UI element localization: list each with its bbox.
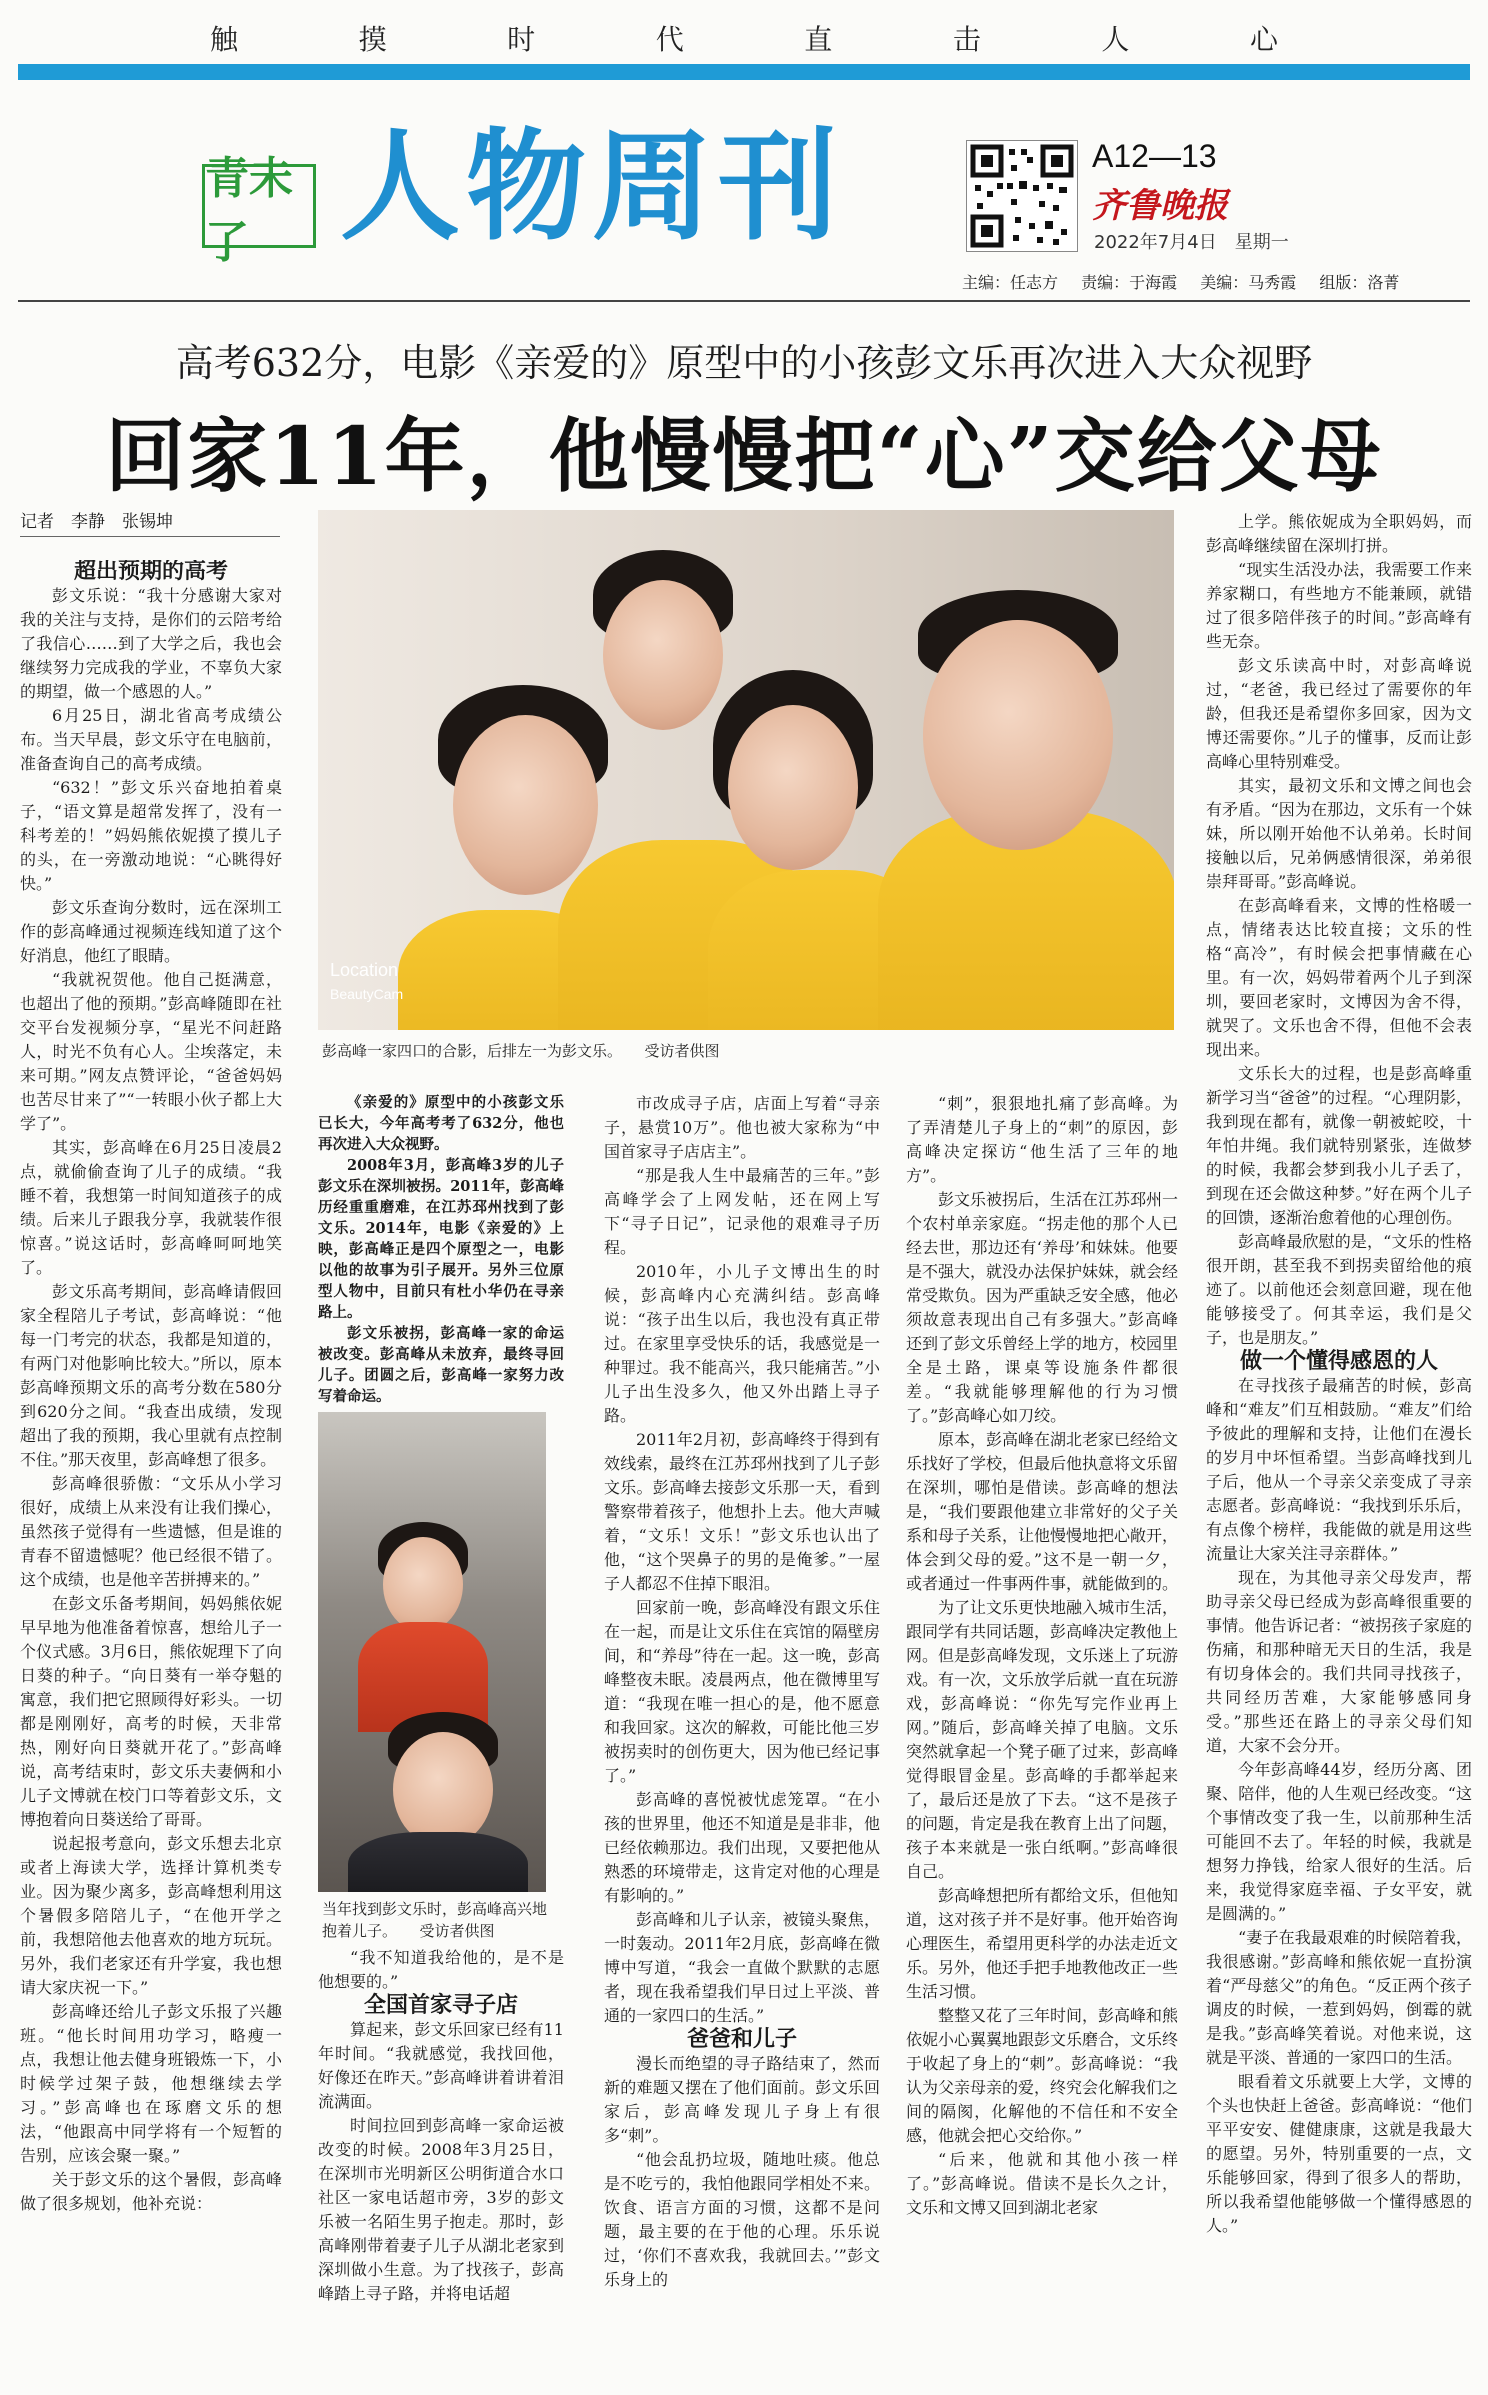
article-column-2 (318, 1946, 564, 2386)
paragraph: 6月25日，湖北省高考成绩公布。当天早晨，彭文乐守在电脑前，准备查询自己的高考成绩。 (20, 706, 282, 773)
paragraph: 为了让文乐更快地融入城市生活，跟同学有共同话题，彭高峰决定教他上网。但是彭高峰发现，文乐迷上了玩游戏。有一次，文乐放学后就一直在玩游戏，彭高峰说：“你先写完作业再上网。”随后，彭高峰关掉了电脑。文乐突然就拿起一个凳子砸了过来，彭高峰觉得眼冒金星。彭高峰的手都举起来了，最后还是放了下去。“这不是孩子的问题，肯定是我在教育上出了问题，孩子本来就是一张白纸啊。”彭高峰很自己。 (906, 1598, 1178, 1881)
paragraph: “那是我人生中最痛苦的三年。”彭高峰学会了上网发帖，还在网上写下“寻子日记”，记录他的艰难寻子历程。 (604, 1166, 880, 1257)
issue-date: 2022年7月4日 星期一 (1094, 232, 1289, 253)
camera-watermark: BeautyCam (330, 986, 404, 1002)
paragraph: 说起报考意向，彭文乐想去北京或者上海读大学，选择计算机类专业。因为聚少离多，彭高峰想利用这个暑假多陪陪儿子，“在他开学之前，我想陪他去他喜欢的地方玩玩。另外，我们老家还有升学宴，我也想请大家庆祝一下。” (20, 1834, 282, 1997)
paragraph: 原本，彭高峰在湖北老家已经给文乐找好了学校，但最后他执意将文乐留在深圳，哪怕是借读。彭高峰的想法是，“我们要跟他建立非常好的父子关系和母子关系，让他慢慢地把心敞开，体会到父母的爱。”这不是一朝一夕，或者通过一件事两件事，就能做到的。 (906, 1430, 1178, 1593)
credit-layout: 组版：洛菁 (1319, 273, 1400, 292)
slogan-char: 时 (507, 23, 536, 56)
paragraph: “我不知道我给他的，是不是他想要的。” (318, 1948, 564, 1991)
slogan-char: 击 (952, 23, 981, 56)
section-heading: 超出预期的高考 (73, 560, 228, 584)
slogan-char: 心 (1249, 23, 1278, 56)
paragraph: 彭高峰和儿子认亲，被镜头聚焦，一时轰动。2011年2月底，彭高峰在微博中写道，“我会一直做个默默的志愿者，现在我希望我们早日过上平淡、普通的一家四口的生活。” (604, 1910, 880, 2025)
paragraph: 其实，最初文乐和文博之间也会有矛盾。“因为在那边，文乐有一个妹妹，所以刚开始他不认弟弟。长时间接触以后，兄弟俩感情很深，弟弟很崇拜哥哥。”彭高峰说。 (1206, 776, 1472, 891)
slogan-bar (0, 18, 1488, 58)
photo-caption: 当年找到彭文乐时，彭高峰高兴地抱着儿子。 受访者供图 (322, 1900, 548, 1940)
paragraph: “刺”，狠狠地扎痛了彭高峰。为了弄清楚儿子身上的“刺”的原因，彭高峰决定探访“他生活了三年的地方”。 (906, 1094, 1178, 1185)
paragraph: 彭文乐查询分数时，远在深圳工作的彭高峰通过视频连线知道了这个好消息，他红了眼睛。 (20, 898, 282, 965)
paper-name: 齐鲁晚报 (1092, 186, 1228, 226)
credit-chief-editor: 主编：任志方 (962, 273, 1059, 292)
lead-paragraph: 2008年3月，彭高峰3岁的儿子彭文乐在深圳被拐。2011年，彭高峰历经重重磨难，在江苏邳州找到了彭文乐。2014年，电影《亲爱的》上映，彭高峰正是四个原型之一，电影以他的故事为引子展开。另外三位原型人物中，目前只有杜小华仍在寻亲路上。 (318, 1157, 564, 1322)
paragraph: 今年彭高峰44岁，经历分离、团聚、陪伴，他的人生观已经改变。“这个事情改变了我一生，以前那种生活可能回不去了。年轻的时候，我就是想努力挣钱，给家人很好的生活。后来，我觉得家庭幸福、子女平安，就是圆满的。” (1206, 1760, 1472, 1923)
paragraph: “632！”彭文乐兴奋地拍着桌子，“语文算是超常发挥了，没有一科考差的！”妈妈熊依妮摸了摸儿子的头，在一旁激动地说：“心眺得好快。” (20, 778, 282, 893)
paragraph: 漫长而绝望的寻子路结束了，然而新的难题又摆在了他们面前。彭文乐回家后，彭高峰发现儿子身上有很多“刺”。 (604, 2054, 880, 2145)
paragraph: 整整又花了三年时间，彭高峰和熊依妮小心翼翼地跟彭文乐磨合，文乐终于收起了身上的“刺”。彭高峰说：“我认为父亲母亲的爱，终究会化解我们之间的隔阂，化解他的不信任和不安全感，他就会把心交给你。” (906, 2006, 1178, 2145)
slogan-char: 人 (1101, 23, 1130, 56)
reunion-photo (318, 1412, 546, 1892)
lead-paragraph: 《亲爱的》原型中的小孩彭文乐已长大，今年高考考了632分，他也再次进入大众视野。 (318, 1094, 564, 1154)
paragraph: 上学。熊依妮成为全职妈妈，而彭高峰继续留在深圳打拼。 (1206, 512, 1472, 555)
paragraph: 市改成寻子店，店面上写着“寻亲子，悬赏10万”。他也被大家称为“中国首家寻子店店主”。 (604, 1094, 880, 1161)
article-column-3 (604, 1092, 880, 2388)
paragraph: 2010年，小儿子文博出生的时候，彭高峰内心充满纠结。彭高峰说：“孩子出生以后，我也没有真正带过。在家里享受快乐的话，我感觉是一种罪过。我不能高兴，我只能痛苦。”小儿子出生没多久，他又外出踏上寻子路。 (604, 1262, 880, 1425)
location-tag: Location (330, 960, 399, 980)
paragraph: 眼看着文乐就要上大学，文博的个头也快赶上爸爸。彭高峰说：“他们平平安安、健健康康，这就是我最大的愿望。另外，特别重要的一点，文乐能够回家，得到了很多人的帮助，所以我希望他能够做一个懂得感恩的人。” (1206, 2072, 1472, 2235)
paragraph: “现实生活没办法，我需要工作来养家糊口，有些地方不能兼顾，就错过了很多陪伴孩子的时间。”彭高峰有些无奈。 (1206, 560, 1472, 651)
paragraph: 彭文乐高考期间，彭高峰请假回家全程陪儿子考试，彭高峰说：“他每一门考完的状态，我都是知道的，有两门对他影响比较大。”所以，原本彭高峰预期文乐的高考分数在580分到620分之间。“我查出成绩，发现超出了我的预期，我心里就有点控制不住。”那天夜里，彭高峰想了很多。 (20, 1282, 282, 1469)
paragraph: 彭高峰想把所有都给文乐，但他知道，这对孩子并不是好事。他开始咨询心理医生，希望用更科学的办法走近文乐。另外，他还手把手地教他改正一些生活习惯。 (906, 1886, 1178, 2001)
paragraph: 彭文乐读高中时，对彭高峰说过，“老爸，我已经过了需要你的年龄，但我还是希望你多回家，因为文博还需要你。”儿子的懂事，反而让彭高峰心里特别难受。 (1206, 656, 1472, 771)
edition-number: A12—13 (1092, 138, 1217, 174)
top-rule (18, 64, 1470, 80)
masthead-title: 人物周刊 (340, 118, 844, 257)
paragraph: 彭文乐被拐后，生活在江苏邳州一个农村单亲家庭。“拐走他的那个人已经去世，那边还有‘养母’和妹妹。他要是不强大，就没办法保护妹妹，就会经常受欺负。因为严重缺乏安全感，他必须故意表现出自己有多强大。”彭高峰还到了彭文乐曾经上学的地方，校园里全是土路，课桌等设施条件都很差。“我就能够理解他的行为习惯了。”彭高峰心如刀绞。 (906, 1190, 1178, 1425)
article-headline: 回家11年，他慢慢把“心”交给父母 (105, 409, 1383, 503)
paragraph: “他会乱扔垃圾，随地吐痰。他总是不吃亏的，我怕他跟同学相处不来。饮食、语言方面的习惯，这都不是问题，最主要的在于他的心理。乐乐说过，‘你们不喜欢我，我就回去。’”彭文乐身上的 (604, 2150, 880, 2289)
paragraph: “我就祝贺他。他自己挺满意，也超出了他的预期。”彭高峰随即在社交平台发视频分享，“星光不问赶路人，时光不负有心人。尘埃落定，未来可期。”网友点赞评论，“爸爸妈妈也苦尽甘来了”“一转眼小伙子都上大学了”。 (20, 970, 282, 1133)
slogan-char: 代 (655, 23, 684, 56)
paragraph: 现在，为其他寻亲父母发声，帮助寻亲父母已经成为彭高峰很重要的事情。他告诉记者：“被拐孩子家庭的伤痛，和那种暗无天日的生活，我是有切身体会的。我们共同寻找孩子，共同经历苦难，大家能够感同身受。”那些还在路上的寻亲父母们知道，大家不会分开。 (1206, 1568, 1472, 1755)
credit-art-editor: 美编：马秀霞 (1200, 273, 1297, 292)
paragraph: 彭高峰还给儿子彭文乐报了兴趣班。“他长时间用功学习，略瘦一点，我想让他去健身班锻炼一下，小时候学过架子鼓，他想继续去学习。”彭高峰也在琢磨文乐的想法，“他跟高中同学将有一个短暂的告别，应该会聚一聚。” (20, 2002, 282, 2165)
paragraph: 回家前一晚，彭高峰没有跟文乐住在一起，而是让文乐住在宾馆的隔壁房间，和“养母”待在一起。这一晚，彭高峰整夜未眠。凌晨两点，他在微博里写道：“我现在唯一担心的是，他不愿意和我回家。这次的解救，可能比他三岁被拐卖时的创伤更大，因为他已经记事了。” (604, 1598, 880, 1785)
article-column-1 (20, 560, 282, 2390)
paragraph: 彭高峰的喜悦被忧虑笼罩。“在小孩的世界里，他还不知道是是非非，他已经依赖那边。我们出现，又要把他从熟悉的环境带走，这肯定对他的心理是有影响的。” (604, 1790, 880, 1905)
paragraph: 关于彭文乐的这个暑假，彭高峰做了很多规划，他补充说： (20, 2170, 282, 2213)
byline: 记者 李静 张锡坤 (20, 507, 280, 537)
section-heading: 做一个懂得感恩的人 (1239, 1349, 1438, 1374)
family-photo (318, 510, 1174, 1030)
paragraph: 彭文乐说：“我十分感谢大家对我的关注与支持，是你们的云陪考给了我信心……到了大学之后，我也会继续努力完成我的学业，不辜负大家的期望，做一个感恩的人。” (20, 586, 282, 701)
slogan-char: 摸 (358, 23, 387, 56)
paragraph: 文乐长大的过程，也是彭高峰重新学习当“爸爸”的过程。“心理阴影，我到现在都有，就像一朝被蛇咬，十年怕井绳。我们就特别紧张，连做梦的时候，我都会梦到我小儿子丢了，到现在还会做这种梦。”好在两个儿子的回馈，逐渐治愈着他的心理创伤。 (1206, 1064, 1472, 1227)
slogan-char: 触 (210, 23, 239, 56)
article-lead-column (318, 1092, 564, 1412)
paragraph: 时间拉回到彭高峰一家命运被改变的时候。2008年3月25日，在深圳市光明新区公明街道合水口社区一家电话超市旁，3岁的彭文乐被一名陌生男子抱走。那时，彭高峰刚带着妻子儿子从湖北老家到深圳做小生意。为了找孩子，彭高峰踏上寻子路，并将电话超 (318, 2116, 564, 2303)
article-column-5 (1206, 510, 1472, 2388)
article-subhead: 高考632分，电影《亲爱的》原型中的小孩彭文乐再次进入大众视野 (175, 341, 1313, 385)
article-column-4 (906, 1092, 1178, 2388)
photo-caption: 彭高峰一家四口的合影，后排左一为彭文乐。 受访者供图 (322, 1042, 720, 1060)
paragraph: 在彭高峰看来，文博的性格暖一点，情绪表达比较直接；文乐的性格“高冷”，有时候会把事情藏在心里。有一次，妈妈带着两个儿子到深圳，要回老家时，文博因为舍不得，就哭了。文乐也舍不得，但他不会表现出来。 (1206, 896, 1472, 1059)
section-heading: 全国首家寻子店 (363, 1993, 518, 2018)
paragraph: “妻子在我最艰难的时候陪着我，我很感谢。”彭高峰和熊依妮一直扮演着“严母慈父”的角色。“反正两个孩子调皮的时候，一惹到妈妈，倒霉的就是我。”彭高峰笑着说。对他来说，这就是平淡、普通的一家四口的生活。 (1206, 1928, 1472, 2067)
editor-credits (962, 270, 1417, 293)
divider (18, 300, 1470, 302)
paragraph: 在寻找孩子最痛苦的时候，彭高峰和“难友”们互相鼓励。“难友”们给予彼此的理解和支持，让他们在漫长的岁月中坏恒希望。当彭高峰找到儿子后，他从一个寻亲父亲变成了寻亲志愿者。彭高峰说：“我找到乐乐后，有点像个榜样，我能做的就是用这些流量让大家关注寻亲群体。” (1206, 1376, 1472, 1563)
lead-paragraph: 彭文乐被拐，彭高峰一家的命运被改变。彭高峰从未放弃，最终寻回儿子。团圆之后，彭高峰一家努力改写着命运。 (318, 1325, 564, 1406)
paragraph: 其实，彭高峰在6月25日凌晨2点，就偷偷查询了儿子的成绩。“我睡不着，我想第一时间知道孩子的成绩。后来儿子跟我分享，我就装作很惊喜。”说这话时，彭高峰呵呵地笑了。 (20, 1138, 282, 1277)
paragraph: 彭高峰最欣慰的是，“文乐的性格很开朗，甚至我不到拐卖留给他的痕迹了。以前他还会刻意回避，现在他能够接受了。何其幸运，我们是父子，也是朋友。” (1206, 1232, 1472, 1347)
paragraph: 2011年2月初，彭高峰终于得到有效线索，最终在江苏邳州找到了儿子彭文乐。彭高峰去接彭文乐那一天，看到警察带着孩子，他想扑上去。他大声喊着，“文乐！文乐！”彭文乐也认出了他，“这个哭鼻子的男的是俺爹。”一屋子人都忍不住掉下眼泪。 (604, 1430, 880, 1593)
paragraph: 算起来，彭文乐回家已经有11年时间。“我就感觉，我找回他，好像还在昨天。”彭高峰讲着讲着泪流满面。 (318, 2020, 564, 2111)
paragraph: 在彭文乐备考期间，妈妈熊依妮早早地为他准备着惊喜，想给儿子一个仪式感。3月6日，熊依妮理下了向日葵的种子。“向日葵有一举夺魁的寓意，我们把它照顾得好彩头。一切都是刚刚好，高考的时候，天非常热，刚好向日葵就开花了。”彭高峰说，高考结束时，彭文乐夫妻俩和小儿子文博就在校门口等着彭文乐，文博抱着向日葵送给了哥哥。 (20, 1594, 282, 1829)
section-heading: 爸爸和儿子 (686, 2027, 797, 2052)
paragraph: 彭高峰很骄傲：“文乐从小学习很好，成绩上从来没有让我们操心，虽然孩子觉得有一些遗憾，但是谁的青春不留遗憾呢？他已经很不错了。这个成绩，也是他辛苦拼搏来的。” (20, 1474, 282, 1589)
qr-code[interactable] (966, 140, 1078, 252)
credit-editor: 责编：于海霞 (1081, 273, 1178, 292)
section-logo: 青未了 (202, 164, 316, 248)
slogan-char: 直 (804, 23, 833, 56)
paragraph: “后来，他就和其他小孩一样了。”彭高峰说。借读不是长久之计，文乐和文博又回到湖北老家 (906, 2150, 1178, 2217)
